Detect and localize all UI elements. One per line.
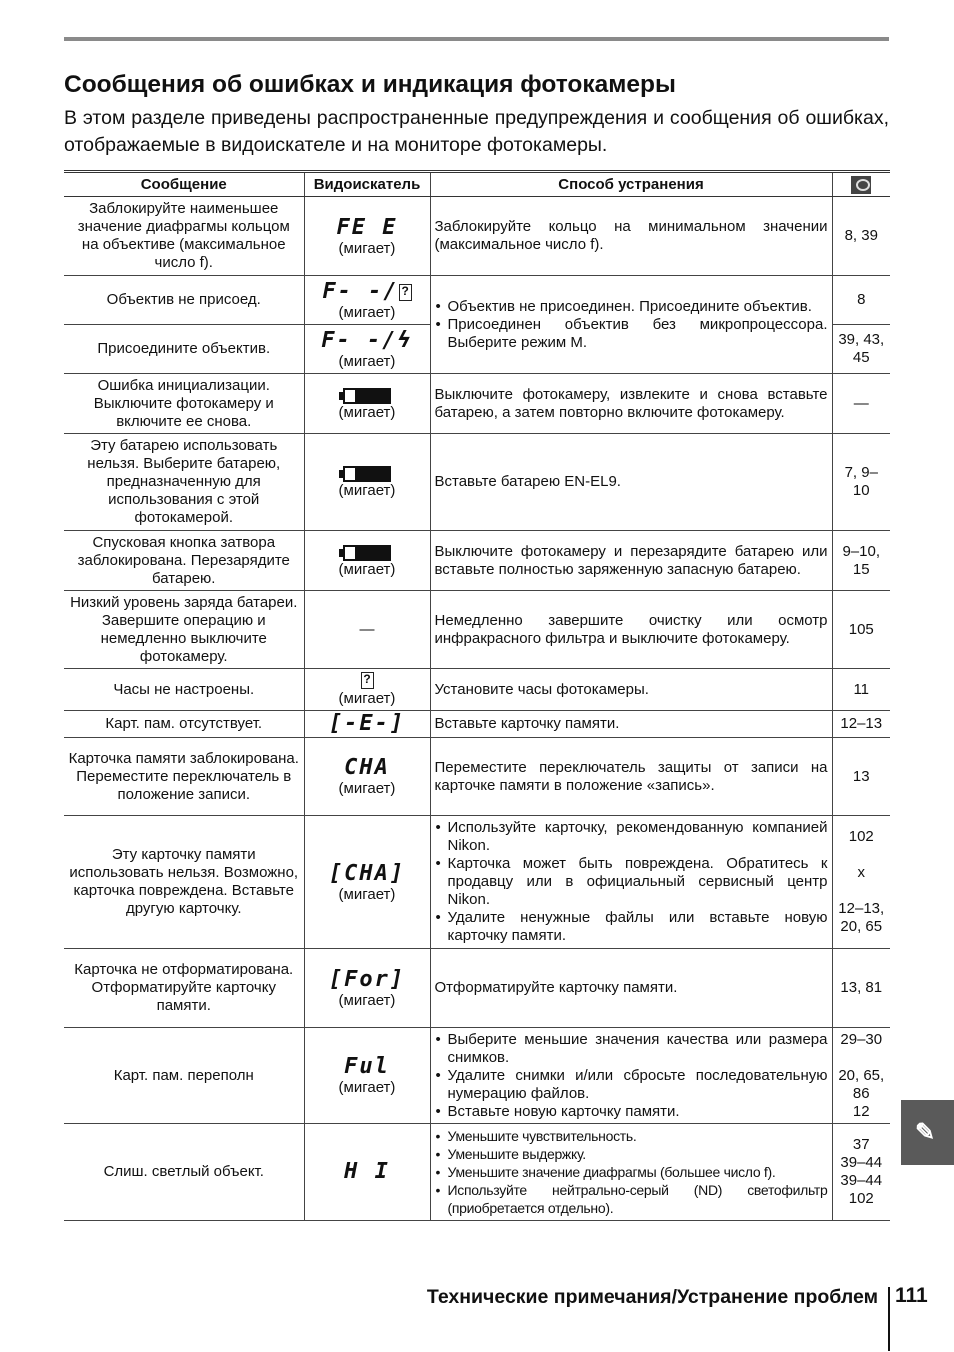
table-row [64,374,890,434]
question-box-icon: ? [399,284,412,301]
page-ref: 105 [832,591,890,669]
message-cell: Карточка не отформатирована. Отформатируйте карточку памяти. [64,949,304,1028]
header-message: Сообщение [64,172,304,197]
viewfinder-cell [304,374,430,434]
lcd-display: F- - [321,327,383,353]
footer-section-title: Технические примечания/Устранение проблем [426,1286,878,1308]
solution-cell: Вставьте карточку памяти. [430,711,832,738]
blink-label: (мигает) [338,482,396,500]
viewfinder-cell [304,531,430,591]
viewfinder-cell: F- -/ϟ (мигает) [304,325,430,374]
solution-item: • Карточка может быть повреждена. Обратитесь к продавцу или в официальный сервисный центр Nikon. [435,855,828,909]
solution-cell: Отформатируйте карточку памяти. [430,949,832,1028]
solution-item: • Используйте карточку, рекомендованную компанией Nikon. [435,819,828,855]
solution-cell: Немедленно завершите очистку или осмотр инфракрасного фильтра и выключите фотокамеру. [430,591,832,669]
blink-label: (мигает) [338,780,396,797]
message-cell: Спусковая кнопка затвора заблокирована. Перезарядите батарею. [64,531,304,591]
viewfinder-cell [304,738,430,816]
viewfinder-cell: F- -/ ? (мигает) [304,276,430,325]
table-row [64,1124,890,1221]
message-cell: Слиш. светлый объект. [64,1124,304,1221]
viewfinder-cell [304,1028,430,1124]
table-row [64,738,890,816]
top-rule [64,37,889,41]
blink-label: (мигает) [338,885,396,903]
solution-item: • Удалите снимки и/или сбросьте последовательную нумерацию файлов. [435,1067,828,1103]
lcd-display: H I [344,1159,390,1184]
solution-cell [430,1028,832,1124]
table-row [64,591,890,669]
message-cell: Ошибка инициализации. Выключите фотокамеру и включите ее снова. [64,374,304,434]
solution-item: • Уменьшите чувствительность. [435,1127,828,1145]
lcd-display: F- - [322,278,384,304]
page-ref: 39, 43, 45 [832,325,890,374]
solution-cell [430,276,832,374]
page-ref: 8 [832,276,890,325]
lcd-display: [For] [328,966,406,992]
error-messages-table [64,170,890,1221]
viewfinder-cell [304,949,430,1028]
tools-icon: ✎ [915,1119,936,1146]
blink-label: (мигает) [338,303,396,321]
page-ref: — [832,374,890,434]
blink-label: (мигает) [338,403,396,421]
table-row [64,197,890,276]
page-title: Сообщения об ошибках и индикация фотокамеры [64,71,676,98]
table-row [64,949,890,1028]
viewfinder-cell [304,1124,430,1221]
viewfinder-cell [304,434,430,531]
table-row [64,711,890,738]
page-ref: 13, 81 [832,949,890,1028]
solution-item: • Удалите ненужные файлы или вставьте новую карточку памяти. [435,909,828,945]
solution-item: • Объектив не присоединен. Присоедините объектив. [435,298,828,316]
message-cell: Эту карточку памяти использовать нельзя. Возможно, карточка повреждена. Вставьте другую карточку. [64,816,304,949]
solution-cell: Выключите фотокамеру и перезарядите батарею или вставьте полностью заряженную запасную батарею. [430,531,832,591]
table-row [64,434,890,531]
page-ref: 12–13 [832,711,890,738]
table-row [64,669,890,711]
viewfinder-cell: — [304,591,430,669]
battery-icon [343,545,391,561]
table-row [64,276,890,325]
table-header-row [64,172,890,197]
table-row [64,1028,890,1124]
viewfinder-cell [304,711,430,738]
message-cell: Объектив не присоед. [64,276,304,325]
section-side-tab [901,1100,954,1165]
solution-cell [430,816,832,949]
table-row [64,816,890,949]
solution-cell: Заблокируйте кольцо на минимальном значении (максимальное число f). [430,197,832,276]
page-ref: 8, 39 [832,197,890,276]
battery-icon [343,388,391,404]
solution-item: • Уменьшите значение диафрагмы (большее число f). [435,1163,828,1181]
blink-label: (мигает) [338,239,396,257]
solution-cell: Установите часы фотокамеры. [430,669,832,711]
header-page [832,172,890,197]
lcd-display: Ful [344,1054,390,1079]
page-ref: 102 x 12–13, 20, 65 [832,816,890,949]
viewfinder-cell [304,197,430,276]
message-cell: Карт. пам. отсутствует. [64,711,304,738]
lcd-display: FE E [336,214,398,240]
page-number: 111 [895,1284,928,1307]
header-solution: Способ устранения [430,172,832,197]
footer-divider [888,1287,890,1351]
solution-item: • Выберите меньшие значения качества или размера снимков. [435,1031,828,1067]
message-cell: Часы не настроены. [64,669,304,711]
message-cell: Заблокируйте наименьшее значение диафрагмы кольцом на объективе (максимальное число f). [64,197,304,276]
page-ref: 11 [832,669,890,711]
intro-text: В этом разделе приведены распространенные предупреждения и сообщения об ошибках, отображаемые в видоискателе и на мониторе фотокамеры. [64,107,889,156]
page-ref: 7, 9–10 [832,434,890,531]
page-ref: 9–10, 15 [832,531,890,591]
blink-label: (мигает) [338,690,396,707]
solution-cell: Выключите фотокамеру, извлеките и снова вставьте батарею, а затем повторно включите фотокамеру. [430,374,832,434]
message-cell: Присоедините объектив. [64,325,304,374]
solution-cell [430,1124,832,1221]
page-ref: 13 [832,738,890,816]
message-cell: Низкий уровень заряда батареи. Завершите операцию и немедленно выключите фотокамеру. [64,591,304,669]
clock-warning-icon: ? [361,672,374,689]
header-viewfinder: Видоискатель [304,172,430,197]
lcd-display: CHA [344,755,390,780]
blink-label: (мигает) [338,560,396,578]
page-ref: 29–30 20, 65, 86 12 [832,1028,890,1124]
book-icon [851,176,871,194]
page-ref: 37 39–44 39–44 102 [832,1124,890,1221]
blink-label: (мигает) [338,991,396,1009]
solution-cell: Вставьте батарею EN-EL9. [430,434,832,531]
viewfinder-cell [304,669,430,711]
message-cell: Карт. пам. переполн [64,1028,304,1124]
flash-icon: ϟ [397,327,413,353]
battery-icon [343,466,391,482]
solution-item: • Используйте нейтрально-серый (ND) светофильтр (приобретается отдельно). [435,1181,828,1217]
solution-cell: Переместите переключатель защиты от записи на карточке памяти в положение «запись». [430,738,832,816]
message-cell: Карточка памяти заблокирована. Переместите переключатель в положение записи. [64,738,304,816]
solution-item: • Вставьте новую карточку памяти. [435,1103,828,1121]
table-row [64,531,890,591]
blink-label: (мигает) [338,1079,396,1096]
message-cell: Эту батарею использовать нельзя. Выберите батарею, предназначенную для использования с этой фотокамерой. [64,434,304,531]
viewfinder-cell [304,816,430,949]
blink-label: (мигает) [338,352,396,370]
solution-item: • Уменьшите выдержку. [435,1145,828,1163]
solution-item: • Присоединен объектив без микропроцессора. Выберите режим M. [435,316,828,352]
lcd-display: [CHA] [328,860,406,886]
lcd-display: [-E-] [328,711,406,736]
